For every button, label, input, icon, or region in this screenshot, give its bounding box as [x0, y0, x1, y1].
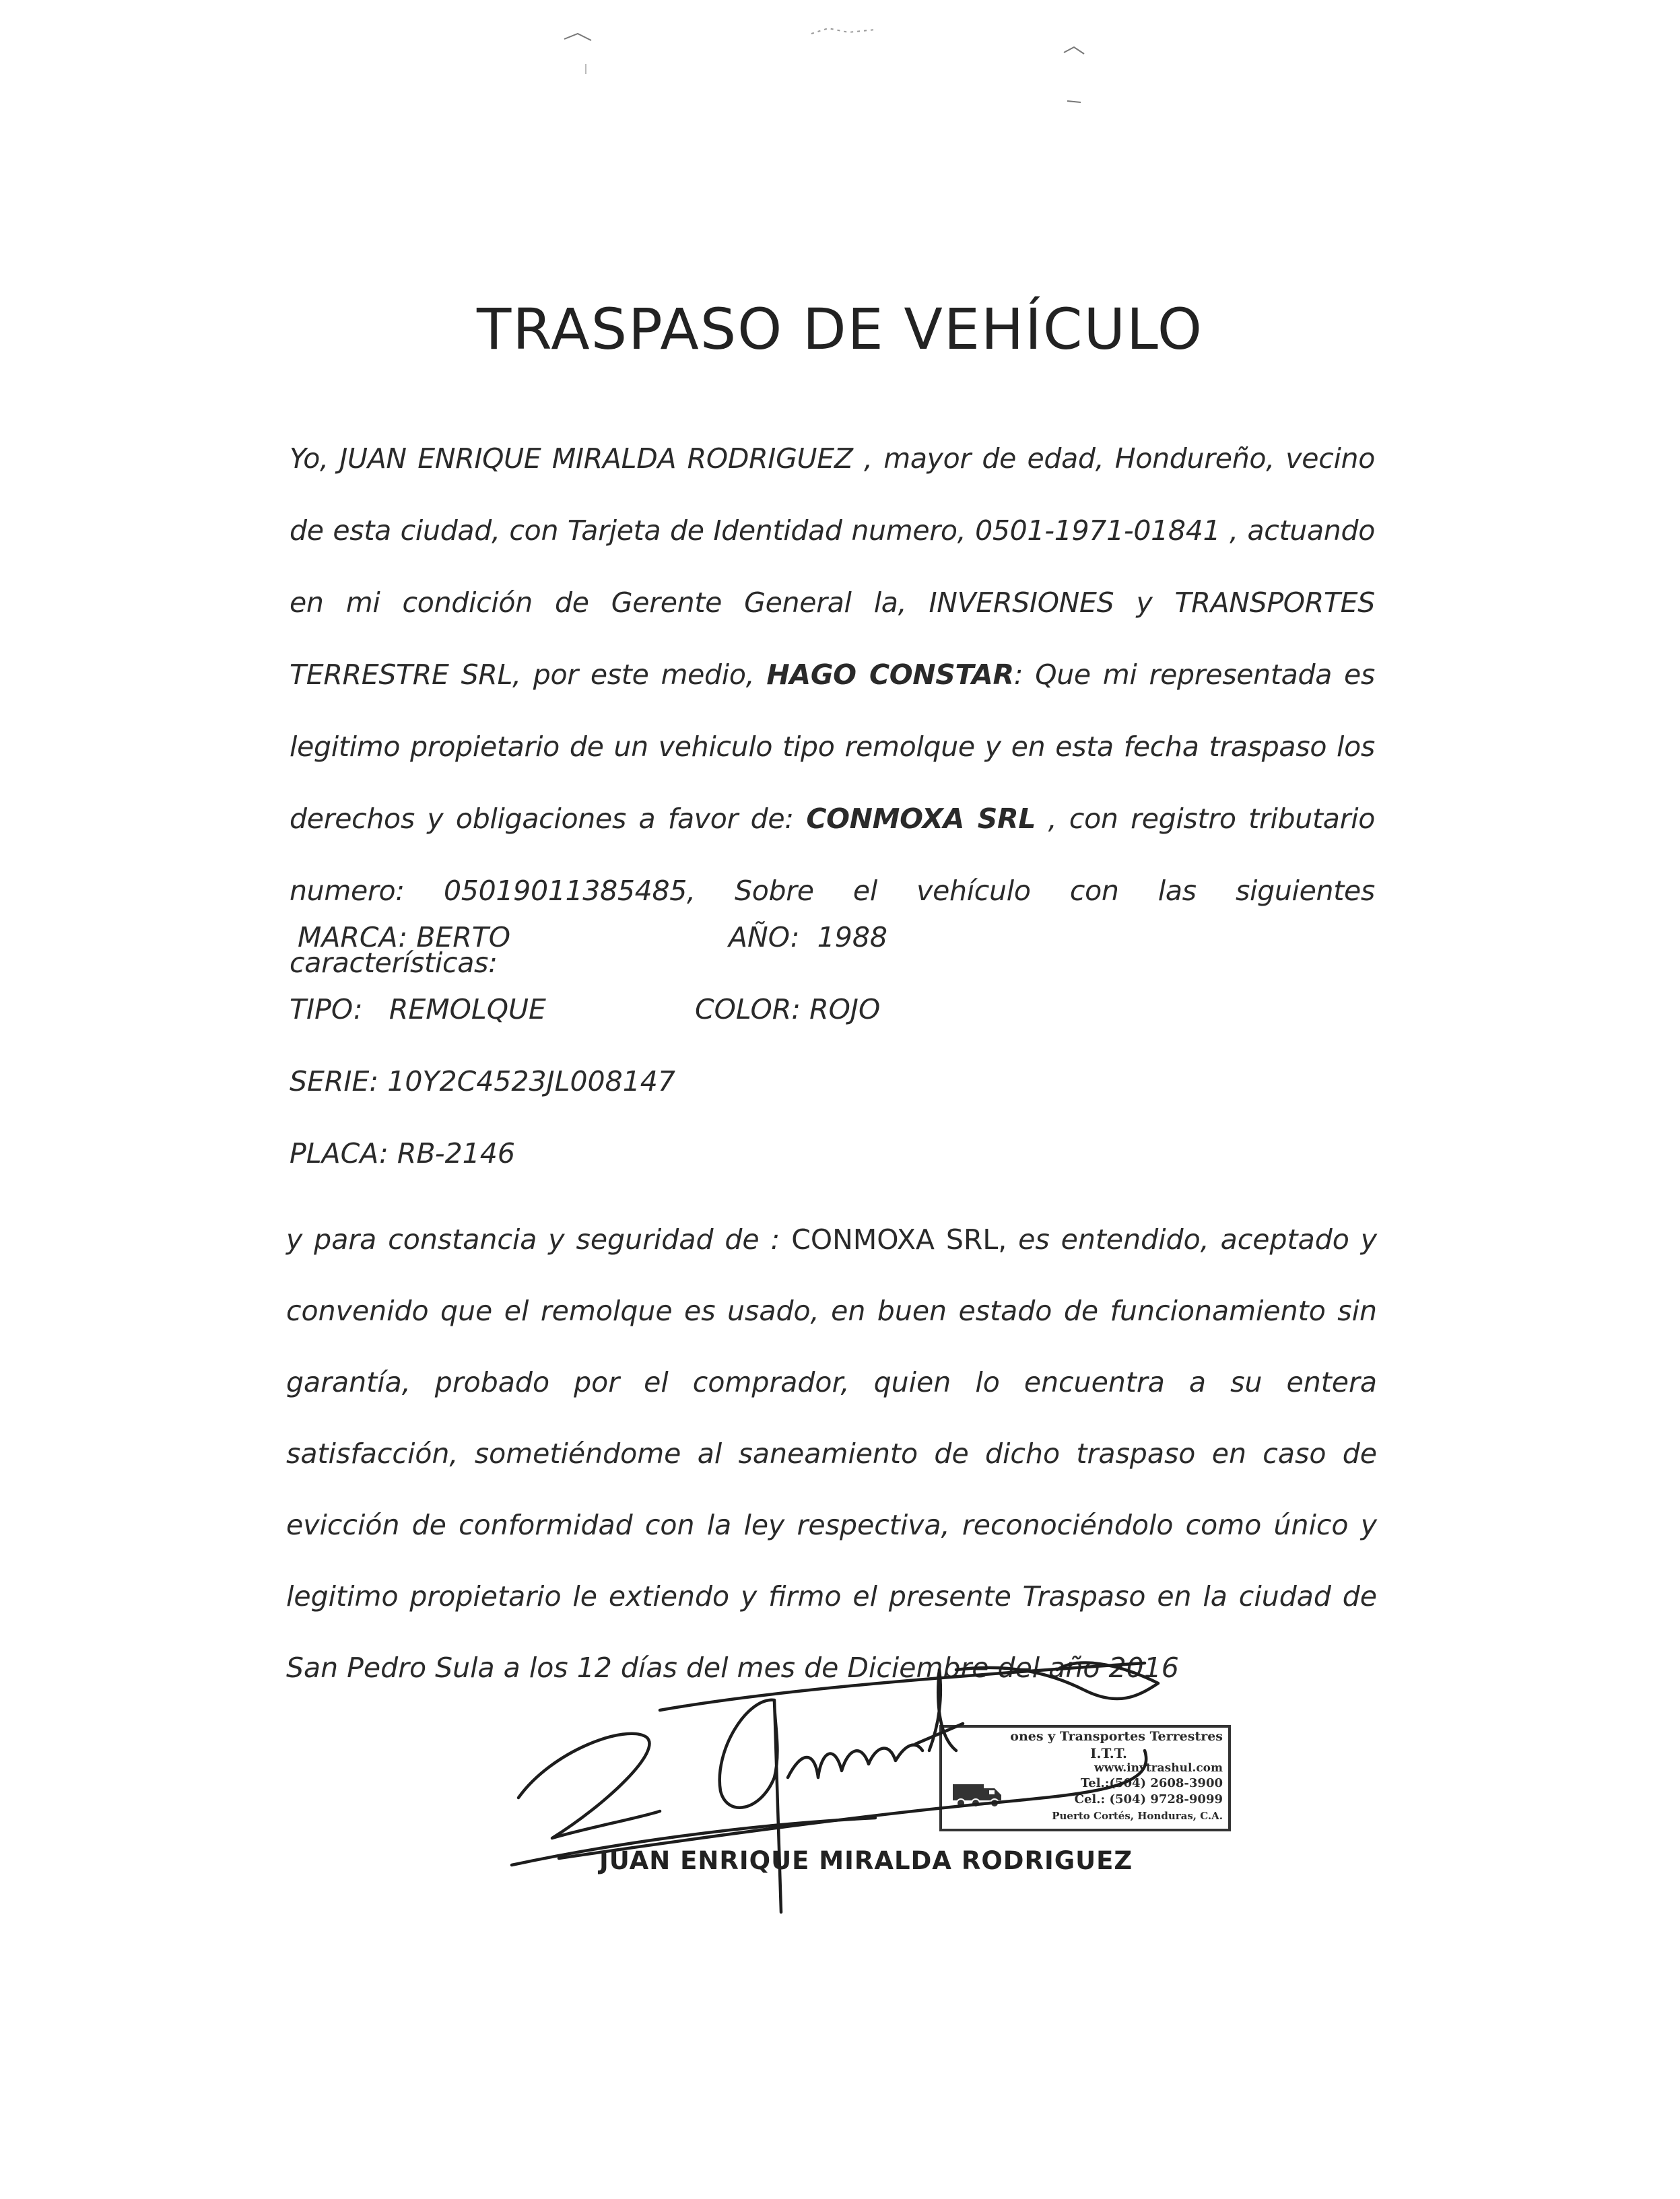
stamp-website: www.invtrashul.com [1094, 1761, 1223, 1775]
text-fragment: , Sobre el vehículo con las siguientes características: [290, 875, 1375, 979]
closing-paragraph [286, 1204, 1377, 1703]
company-stamp [939, 1725, 1231, 1831]
buyer-name: CONMOXA SRL, [791, 1223, 1007, 1256]
spec-tipo-value: REMOLQUE [389, 993, 546, 1025]
vehicle-specs [290, 921, 1232, 1209]
spec-row [290, 1137, 1232, 1209]
stamp-address: Puerto Cortés, Honduras, C.A. [1052, 1810, 1223, 1822]
text-fragment: , con registro tributario numero: [290, 803, 1376, 907]
spec-serie: SERIE: 10Y2C4523JL008147 [290, 1065, 675, 1097]
scan-artifacts [0, 0, 1680, 202]
spec-row [290, 921, 1232, 993]
text-fragment: : Que mi representada es legitimo propietario de un vehiculo tipo remolque y en esta fecha traspaso los derechos y obligaciones a favor de: [290, 658, 1375, 835]
buyer-name: CONMOXA SRL [806, 803, 1036, 835]
stamp-abbrev: I.T.T. [1090, 1745, 1127, 1761]
text-fragment: , mayor de edad, Hondureño, vecino de esta ciudad, con Tarjeta de Identidad numero, [290, 442, 1376, 547]
spec-color-label: COLOR: [695, 993, 801, 1025]
text-fragment: y para constancia y seguridad de : [286, 1223, 792, 1256]
owner-name: JUAN ENRIQUE MIRALDA RODRIGUEZ [339, 442, 853, 475]
text-fragment: , por este medio, [512, 658, 767, 691]
spec-anio-label: AÑO: [729, 921, 800, 953]
spec-anio-value: 1988 [817, 921, 887, 953]
tax-number: 05019011385485 [444, 875, 687, 907]
spec-color [695, 993, 880, 1025]
signer-name: JUAN ENRIQUE MIRALDA RODRIGUEZ [599, 1846, 1133, 1875]
hago-constar: HAGO CONSTAR [766, 658, 1014, 691]
text-fragment: , actuando en mi condición de Gerente General la, [290, 514, 1375, 619]
spec-row [290, 1065, 1232, 1137]
text-fragment: Yo, [290, 442, 340, 475]
spec-marca: MARCA: BERTO [298, 921, 511, 953]
document-title: TRASPASO DE VEHÍCULO [477, 296, 1203, 362]
stamp-cell: Cel.: (504) 9728-9099 [1074, 1792, 1223, 1806]
spec-tipo-label: TIPO: [290, 993, 363, 1025]
identity-number: 0501-1971-01841 [975, 514, 1221, 547]
declaration-paragraph [290, 423, 1375, 999]
spec-color-value: ROJO [809, 993, 881, 1025]
truck-icon [951, 1769, 1004, 1810]
text-fragment: es entendido, aceptado y convenido que el remolque es usado, en buen estado de funcionamiento sin garantía, probado por el comprador, quien lo encuentra a su entera satisfacción, sometiéndome al saneamiento de dicho traspaso en caso de evicción de conformidad con la ley respectiva, reconociéndolo como único y legitimo propietario le extiendo y firmo el presente Traspaso en la ciudad de San Pedro Sula a los 12 días del mes de Diciembre del año 2016 [286, 1223, 1377, 1684]
spec-tipo [290, 993, 546, 1025]
spec-placa: PLACA: RB-2146 [290, 1137, 515, 1170]
company-name: INVERSIONES y TRANSPORTES TERRESTRE SRL [290, 586, 1375, 691]
stamp-phone: Tel.:(504) 2608-3900 [1080, 1776, 1223, 1790]
spec-row [290, 993, 1232, 1065]
spec-anio [729, 921, 887, 953]
stamp-company-line: ones y Transportes Terrestres [1010, 1729, 1223, 1744]
